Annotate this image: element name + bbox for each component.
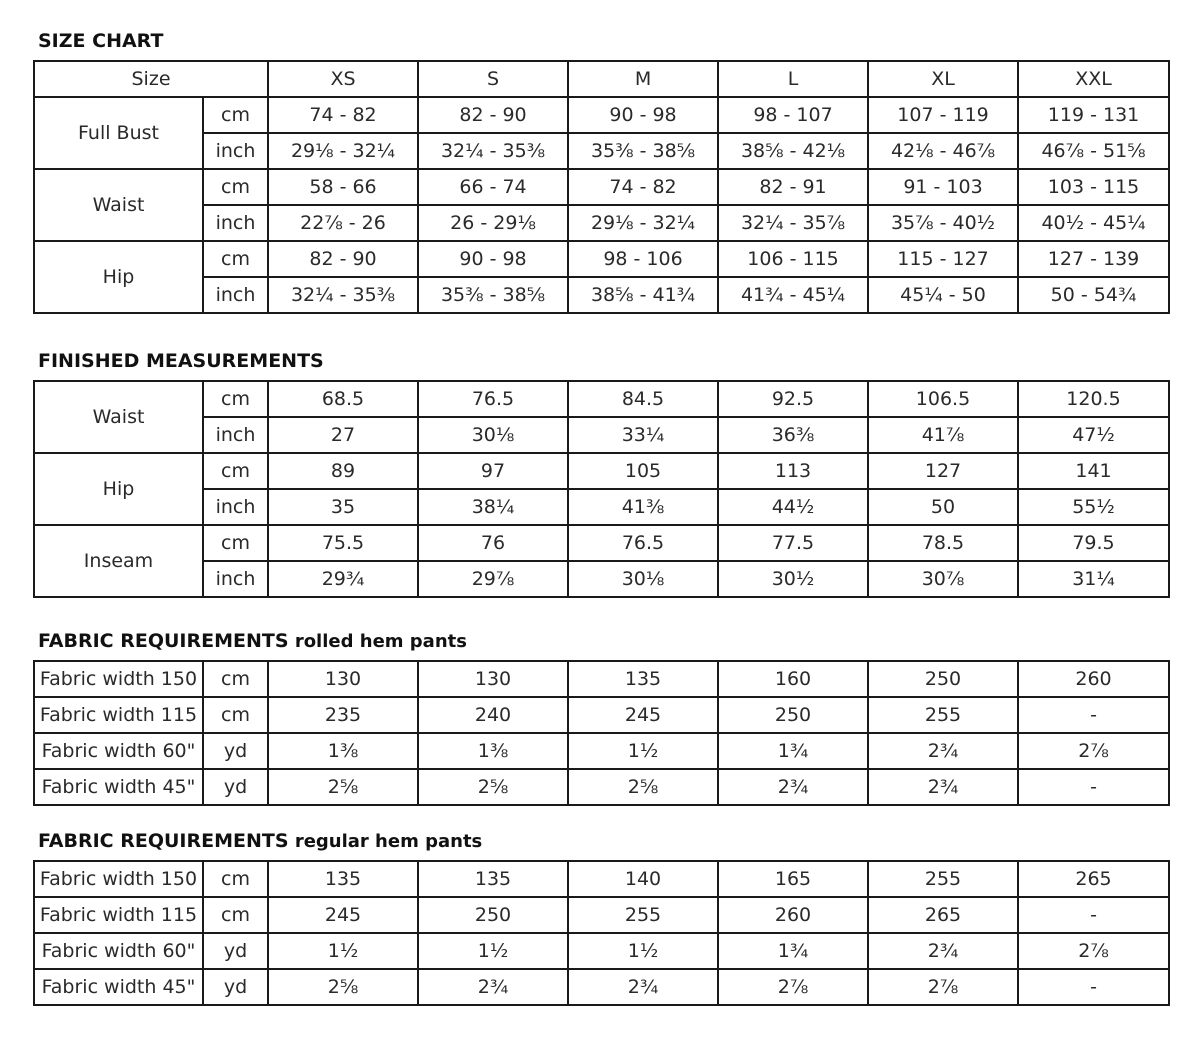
value-cell: 265 xyxy=(1018,861,1169,897)
value-cell: 32¼ - 35⅜ xyxy=(268,277,418,313)
value-cell: 50 xyxy=(868,489,1018,525)
value-cell: 76.5 xyxy=(568,525,718,561)
value-cell: 103 - 115 xyxy=(1018,169,1169,205)
value-cell: 2⅞ xyxy=(1018,733,1169,769)
value-cell: 1⅜ xyxy=(268,733,418,769)
value-cell: 250 xyxy=(868,661,1018,697)
unit-cell: inch xyxy=(203,277,268,313)
value-cell: 105 xyxy=(568,453,718,489)
value-cell: 40½ - 45¼ xyxy=(1018,205,1169,241)
measurement-label: Hip xyxy=(34,453,203,525)
value-cell: 35⅞ - 40½ xyxy=(868,205,1018,241)
value-cell: 245 xyxy=(268,897,418,933)
fabric-regular-table xyxy=(33,860,1170,1006)
value-cell: 127 xyxy=(868,453,1018,489)
value-cell: 250 xyxy=(718,697,868,733)
value-cell: 79.5 xyxy=(1018,525,1169,561)
fabric-width-label: Fabric width 60" xyxy=(34,733,203,769)
value-cell: 41¾ - 45¼ xyxy=(718,277,868,313)
value-cell: 38⅝ - 42⅛ xyxy=(718,133,868,169)
size-header-cell: XXL xyxy=(1018,61,1169,97)
table-row xyxy=(34,133,1169,169)
table-row xyxy=(34,489,1169,525)
value-cell: 55½ xyxy=(1018,489,1169,525)
unit-cell: cm xyxy=(203,241,268,277)
value-cell: 2¾ xyxy=(718,769,868,805)
unit-cell: cm xyxy=(203,381,268,417)
fabric-width-label: Fabric width 150 xyxy=(34,661,203,697)
value-cell: 33¼ xyxy=(568,417,718,453)
fabric-width-label: Fabric width 45" xyxy=(34,769,203,805)
size-header-cell: L xyxy=(718,61,868,97)
unit-cell: cm xyxy=(203,697,268,733)
value-cell: 30⅛ xyxy=(418,417,568,453)
value-cell: 1½ xyxy=(418,933,568,969)
value-cell: - xyxy=(1018,769,1169,805)
value-cell: 2⅝ xyxy=(418,769,568,805)
fabric-width-label: Fabric width 45" xyxy=(34,969,203,1005)
value-cell: 36⅜ xyxy=(718,417,868,453)
value-cell: 135 xyxy=(268,861,418,897)
table-row xyxy=(34,525,1169,561)
value-cell: 260 xyxy=(718,897,868,933)
measurement-label: Waist xyxy=(34,169,203,241)
value-cell: 106.5 xyxy=(868,381,1018,417)
value-cell: 32¼ - 35⅜ xyxy=(418,133,568,169)
value-cell: 141 xyxy=(1018,453,1169,489)
value-cell: 29⅛ - 32¼ xyxy=(568,205,718,241)
value-cell: 1½ xyxy=(568,933,718,969)
value-cell: 135 xyxy=(568,661,718,697)
unit-cell: yd xyxy=(203,969,268,1005)
value-cell: 2⅞ xyxy=(718,969,868,1005)
value-cell: 74 - 82 xyxy=(568,169,718,205)
value-cell: 41⅜ xyxy=(568,489,718,525)
value-cell: 120.5 xyxy=(1018,381,1169,417)
value-cell: 42⅛ - 46⅞ xyxy=(868,133,1018,169)
value-cell: 29¾ xyxy=(268,561,418,597)
fabric-width-label: Fabric width 150 xyxy=(34,861,203,897)
value-cell: 30⅛ xyxy=(568,561,718,597)
value-cell: 26 - 29⅛ xyxy=(418,205,568,241)
table-row xyxy=(34,561,1169,597)
table-row xyxy=(34,205,1169,241)
table-row xyxy=(34,861,1169,897)
value-cell: 135 xyxy=(418,861,568,897)
value-cell: 90 - 98 xyxy=(568,97,718,133)
value-cell: 41⅞ xyxy=(868,417,1018,453)
unit-cell: inch xyxy=(203,133,268,169)
value-cell: 76 xyxy=(418,525,568,561)
unit-cell: yd xyxy=(203,769,268,805)
value-cell: 130 xyxy=(268,661,418,697)
fabric-rolled-body xyxy=(34,661,1169,805)
value-cell: 89 xyxy=(268,453,418,489)
size-chart-title: SIZE CHART xyxy=(38,30,164,52)
value-cell: 165 xyxy=(718,861,868,897)
value-cell: 245 xyxy=(568,697,718,733)
value-cell: 2⅞ xyxy=(1018,933,1169,969)
value-cell: 84.5 xyxy=(568,381,718,417)
table-row xyxy=(34,897,1169,933)
value-cell: 38¼ xyxy=(418,489,568,525)
value-cell: 45¼ - 50 xyxy=(868,277,1018,313)
table-row xyxy=(34,241,1169,277)
value-cell: 2¾ xyxy=(418,969,568,1005)
value-cell: 119 - 131 xyxy=(1018,97,1169,133)
finished-measurements-body xyxy=(34,381,1169,597)
unit-cell: cm xyxy=(203,661,268,697)
unit-cell: cm xyxy=(203,861,268,897)
unit-cell: cm xyxy=(203,169,268,205)
value-cell: 35⅜ - 38⅝ xyxy=(568,133,718,169)
value-cell: 82 - 90 xyxy=(268,241,418,277)
size-chart-body xyxy=(34,61,1169,313)
value-cell: 255 xyxy=(568,897,718,933)
finished-measurements-table xyxy=(33,380,1170,598)
unit-cell: inch xyxy=(203,417,268,453)
value-cell: 2¾ xyxy=(568,969,718,1005)
fabric-width-label: Fabric width 115 xyxy=(34,897,203,933)
unit-cell: yd xyxy=(203,733,268,769)
value-cell: 38⅝ - 41¾ xyxy=(568,277,718,313)
value-cell: 91 - 103 xyxy=(868,169,1018,205)
value-cell: 2¾ xyxy=(868,933,1018,969)
value-cell: 75.5 xyxy=(268,525,418,561)
unit-cell: cm xyxy=(203,97,268,133)
value-cell: 44½ xyxy=(718,489,868,525)
table-row xyxy=(34,417,1169,453)
value-cell: 235 xyxy=(268,697,418,733)
value-cell: 50 - 54¾ xyxy=(1018,277,1169,313)
unit-cell: cm xyxy=(203,897,268,933)
table-row xyxy=(34,169,1169,205)
table-row xyxy=(34,733,1169,769)
fabric-rolled-title: FABRIC REQUIREMENTS rolled hem pants xyxy=(38,630,467,652)
value-cell: 27 xyxy=(268,417,418,453)
table-row xyxy=(34,381,1169,417)
value-cell: 255 xyxy=(868,861,1018,897)
size-header-cell: XL xyxy=(868,61,1018,97)
size-chart-table xyxy=(33,60,1170,314)
size-header-cell: XS xyxy=(268,61,418,97)
size-header-cell: M xyxy=(568,61,718,97)
value-cell: 1½ xyxy=(268,933,418,969)
unit-cell: inch xyxy=(203,489,268,525)
value-cell: 76.5 xyxy=(418,381,568,417)
value-cell: 35 xyxy=(268,489,418,525)
value-cell: 2⅝ xyxy=(568,769,718,805)
value-cell: 82 - 90 xyxy=(418,97,568,133)
table-row xyxy=(34,661,1169,697)
unit-cell: cm xyxy=(203,453,268,489)
value-cell: 32¼ - 35⅞ xyxy=(718,205,868,241)
value-cell: 22⅞ - 26 xyxy=(268,205,418,241)
value-cell: 240 xyxy=(418,697,568,733)
value-cell: 31¼ xyxy=(1018,561,1169,597)
value-cell: 77.5 xyxy=(718,525,868,561)
value-cell: 98 - 107 xyxy=(718,97,868,133)
value-cell: 2¾ xyxy=(868,769,1018,805)
unit-cell: cm xyxy=(203,525,268,561)
value-cell: 130 xyxy=(418,661,568,697)
fabric-regular-title: FABRIC REQUIREMENTS regular hem pants xyxy=(38,830,483,852)
measurement-label: Inseam xyxy=(34,525,203,597)
value-cell: 2¾ xyxy=(868,733,1018,769)
finished-measurements-title: FINISHED MEASUREMENTS xyxy=(38,350,324,372)
table-row xyxy=(34,933,1169,969)
value-cell: - xyxy=(1018,697,1169,733)
value-cell: 90 - 98 xyxy=(418,241,568,277)
value-cell: 74 - 82 xyxy=(268,97,418,133)
value-cell: 66 - 74 xyxy=(418,169,568,205)
table-row xyxy=(34,769,1169,805)
value-cell: 30⅞ xyxy=(868,561,1018,597)
unit-cell: yd xyxy=(203,933,268,969)
fabric-width-label: Fabric width 115 xyxy=(34,697,203,733)
value-cell: 97 xyxy=(418,453,568,489)
value-cell: 127 - 139 xyxy=(1018,241,1169,277)
value-cell: 260 xyxy=(1018,661,1169,697)
value-cell: 255 xyxy=(868,697,1018,733)
value-cell: 1¾ xyxy=(718,733,868,769)
size-header-label: Size xyxy=(34,61,268,97)
table-row xyxy=(34,969,1169,1005)
value-cell: 1¾ xyxy=(718,933,868,969)
table-row xyxy=(34,97,1169,133)
value-cell: 2⅞ xyxy=(868,969,1018,1005)
value-cell: 78.5 xyxy=(868,525,1018,561)
table-row xyxy=(34,453,1169,489)
value-cell: 140 xyxy=(568,861,718,897)
value-cell: 265 xyxy=(868,897,1018,933)
value-cell: 29⅞ xyxy=(418,561,568,597)
value-cell: 46⅞ - 51⅝ xyxy=(1018,133,1169,169)
unit-cell: inch xyxy=(203,561,268,597)
value-cell: 35⅜ - 38⅝ xyxy=(418,277,568,313)
unit-cell: inch xyxy=(203,205,268,241)
size-header-row xyxy=(34,61,1169,97)
measurement-label: Waist xyxy=(34,381,203,453)
value-cell: 58 - 66 xyxy=(268,169,418,205)
measurement-label: Hip xyxy=(34,241,203,313)
value-cell: 47½ xyxy=(1018,417,1169,453)
value-cell: 98 - 106 xyxy=(568,241,718,277)
value-cell: 1½ xyxy=(568,733,718,769)
value-cell: 30½ xyxy=(718,561,868,597)
value-cell: 106 - 115 xyxy=(718,241,868,277)
value-cell: 115 - 127 xyxy=(868,241,1018,277)
table-row xyxy=(34,697,1169,733)
value-cell: 82 - 91 xyxy=(718,169,868,205)
value-cell: 68.5 xyxy=(268,381,418,417)
value-cell: 92.5 xyxy=(718,381,868,417)
fabric-regular-body xyxy=(34,861,1169,1005)
value-cell: 160 xyxy=(718,661,868,697)
measurement-label: Full Bust xyxy=(34,97,203,169)
value-cell: 1⅜ xyxy=(418,733,568,769)
size-header-cell: S xyxy=(418,61,568,97)
fabric-width-label: Fabric width 60" xyxy=(34,933,203,969)
value-cell: 2⅝ xyxy=(268,969,418,1005)
table-row xyxy=(34,277,1169,313)
fabric-rolled-table xyxy=(33,660,1170,806)
value-cell: 113 xyxy=(718,453,868,489)
value-cell: - xyxy=(1018,969,1169,1005)
value-cell: 2⅝ xyxy=(268,769,418,805)
value-cell: 29⅛ - 32¼ xyxy=(268,133,418,169)
value-cell: - xyxy=(1018,897,1169,933)
value-cell: 250 xyxy=(418,897,568,933)
value-cell: 107 - 119 xyxy=(868,97,1018,133)
